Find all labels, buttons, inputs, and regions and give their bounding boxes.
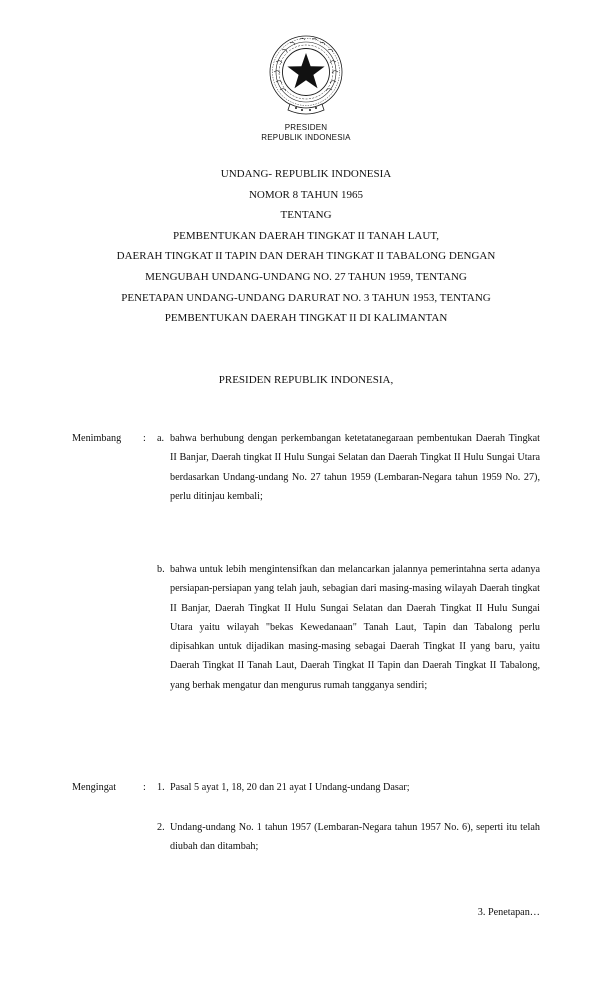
garuda-star-emblem-icon — [266, 32, 346, 116]
mengingat-label: Mengingat — [72, 782, 117, 793]
emblem-caption-republik: REPUBLIK INDONESIA — [261, 133, 351, 142]
title-line: TENTANG — [280, 209, 332, 222]
document-title — [0, 164, 612, 329]
title-line: UNDANG- REPUBLIK INDONESIA — [220, 168, 392, 180]
page-continuation: 3. Penetapan… — [477, 907, 540, 918]
mengingat-item-2: Undang-undang No. 1 tahun 1957 (Lembaran-Negara tahun 1957 No. 6), seperti itu telah diubah dan ditambah; — [170, 822, 540, 853]
menimbang-colon: : — [143, 433, 146, 444]
item-marker-1: 1. — [157, 782, 165, 793]
title-line: PENETAPAN UNDANG-UNDANG DARURAT NO. 3 TAHUN 1953, TENTANG — [121, 291, 491, 304]
item-marker-b: b. — [157, 564, 165, 575]
title-line: NOMOR 8 TAHUN 1965 — [248, 188, 364, 201]
menimbang-item-a: bahwa berhubung dengan perkembangan ketetatanegaraan pembentukan Daerah Tingkat II Banjar, Daerah tingkat II Hulu Sungai Selatan dan Daerah Tingkat II Hulu Sungai Utara berdasarkan Undang-undang No. 27 tahun 1959 (Lembaran-Negara tahun 1959 No. 27), perlu ditinjau kembali; — [170, 433, 540, 502]
item-marker-2: 2. — [157, 822, 165, 833]
title-line: DAERAH TINGKAT II TAPIN DAN DERAH TINGKAT II TABALONG DENGAN — [116, 250, 496, 263]
title-line: PEMBENTUKAN DAERAH TINGKAT II DI KALIMANTAN — [164, 312, 448, 325]
title-line: MENGUBAH UNDANG-UNDANG NO. 27 TAHUN 1959, TENTANG — [145, 270, 467, 283]
title-line: PEMBENTUKAN DAERAH TINGKAT II TANAH LAUT, — [173, 229, 439, 242]
mengingat-item-1: Pasal 5 ayat 1, 18, 20 dan 21 ayat I Undang-undang Dasar; — [170, 782, 410, 793]
mengingat-colon: : — [143, 782, 146, 793]
menimbang-label: Menimbang — [72, 433, 122, 444]
president-heading: PRESIDEN REPUBLIK INDONESIA, — [218, 374, 394, 386]
menimbang-item-b: bahwa untuk lebih mengintensifkan dan melancarkan jalannya pemerintahna serta adanya persiapan-persiapan yang telah jauh, sebagian dari masing-masing wilayah Daerah tingkat II Banjar, Daerah Tingkat II Hulu Sungai Selatan dan Daerah Tingkat II Hulu Sungai Utara yaitu wilayah "bekas Kewedanaan" Tanah Laut, Tapin dan Tabalong perlu dipisahkan untuk dijadikan masing-masing sebagai Daerah Tingkat II yang baru, yaitu Daerah Tingkat II Tanah Laut, Daerah Tingkat II Tapin dan Daerah Tingkat II Tabalong, yang berhak mengatur dan mengurus rumah tangganya sendiri; — [170, 564, 540, 691]
item-marker-a: a. — [157, 433, 165, 444]
emblem-caption-presiden: PRESIDEN — [284, 123, 328, 132]
